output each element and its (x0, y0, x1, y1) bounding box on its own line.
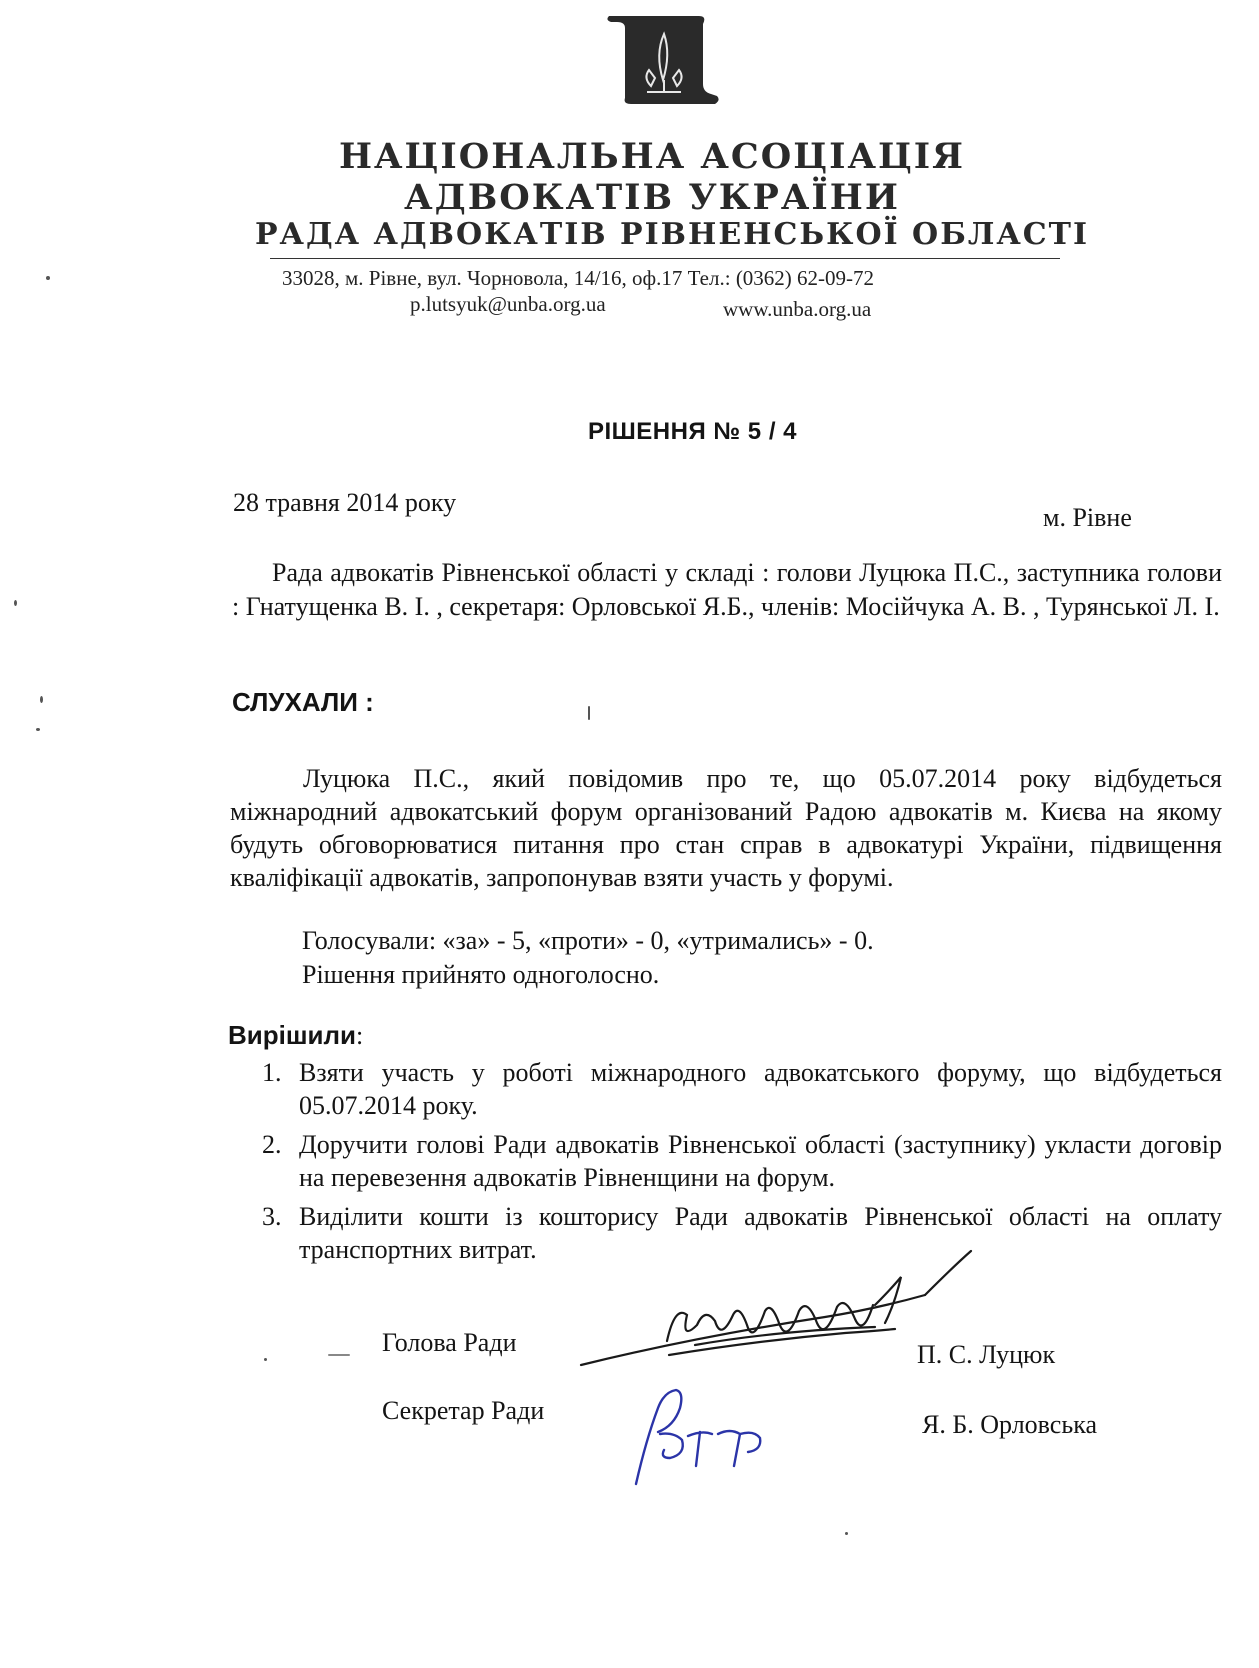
decision-text: Взяти участь у роботі міжнародного адвокатського форуму, що відбудеться 05.07.2014 року. (299, 1058, 1222, 1120)
secretary-name: Я. Б. Орловська (922, 1410, 1097, 1439)
decision-number: 3. (262, 1202, 282, 1231)
decision-text: Доручити голові Ради адвокатів Рівненської області (заступнику) укласти договір на перевезення адвокатів Рівненщини на форум. (299, 1130, 1222, 1192)
head-signature-icon (575, 1245, 975, 1385)
decision-item (262, 1128, 1222, 1194)
heard-paragraph: Луцюка П.С., який повідомив про те, що 05.07.2014 року відбудеться міжнародний адвокатський форум організований Радою адвокатів м. Києва на якому будуть обговорюватися питання про стан справ в адвокатурі України, підвищення кваліфікації адвокатів, запропонував взяти участь у форумі. (230, 764, 1222, 892)
scan-speck (36, 728, 40, 731)
head-role-label: Голова Ради (382, 1328, 517, 1357)
decision-date: 28 травня 2014 року (233, 488, 457, 517)
letterhead-org-line2: АДВОКАТІВ УКРАЇНИ (404, 177, 900, 218)
heard-heading: СЛУХАЛИ : (232, 687, 374, 717)
decided-heading (228, 1020, 363, 1051)
decision-item (262, 1056, 1222, 1122)
letterhead-email: p.lutsyuk@unba.org.ua (410, 292, 606, 316)
letterhead-org-line1: НАЦІОНАЛЬНА АСОЦІАЦІЯ (338, 136, 966, 177)
vote-result: Рішення прийнято одноголосно. (302, 960, 660, 989)
head-name: П. С. Луцюк (917, 1340, 1056, 1369)
scan-speck (40, 696, 43, 703)
decision-number: 2. (262, 1130, 282, 1159)
association-emblem-icon (603, 14, 725, 110)
decided-heading-label: Вирішили (228, 1020, 357, 1050)
scan-speck (264, 1358, 267, 1361)
scan-speck (588, 706, 590, 720)
letterhead-website: www.unba.org.ua (723, 297, 872, 321)
letterhead-divider (270, 258, 1060, 259)
secretary-role-label: Секретар Ради (382, 1396, 545, 1425)
letterhead-council: РАДА АДВОКАТІВ РІВНЕНСЬКОЇ ОБЛАСТІ (255, 217, 1090, 252)
decision-text: Виділити кошти із кошторису Ради адвокатів Рівненської області на оплату транспортних витрат. (299, 1202, 1222, 1264)
vote-count: Голосували: «за» - 5, «проти» - 0, «утримались» - 0. (302, 926, 874, 955)
scan-speck (14, 600, 17, 606)
scan-speck (845, 1532, 848, 1535)
scan-speck (46, 276, 50, 280)
secretary-signature-icon (630, 1380, 770, 1490)
decision-title: РІШЕННЯ № 5 / 4 (588, 418, 798, 445)
decisions-list (262, 1056, 1222, 1272)
decision-number: 1. (262, 1058, 282, 1087)
scan-speck (328, 1354, 350, 1356)
council-composition-paragraph: Рада адвокатів Рівненської області у складі : голови Луцюка П.С., заступника голови : Гнатущенка В. І. , секретаря: Орловської Я.Б., членів: Мосійчука А. В. , Турянської Л. І. (232, 558, 1222, 621)
letterhead-address: 33028, м. Рівне, вул. Чорновола, 14/16, оф.17 Тел.: (0362) 62-09-72 (282, 266, 875, 290)
decision-city: м. Рівне (1043, 503, 1132, 532)
decided-heading-colon: : (356, 1021, 364, 1050)
